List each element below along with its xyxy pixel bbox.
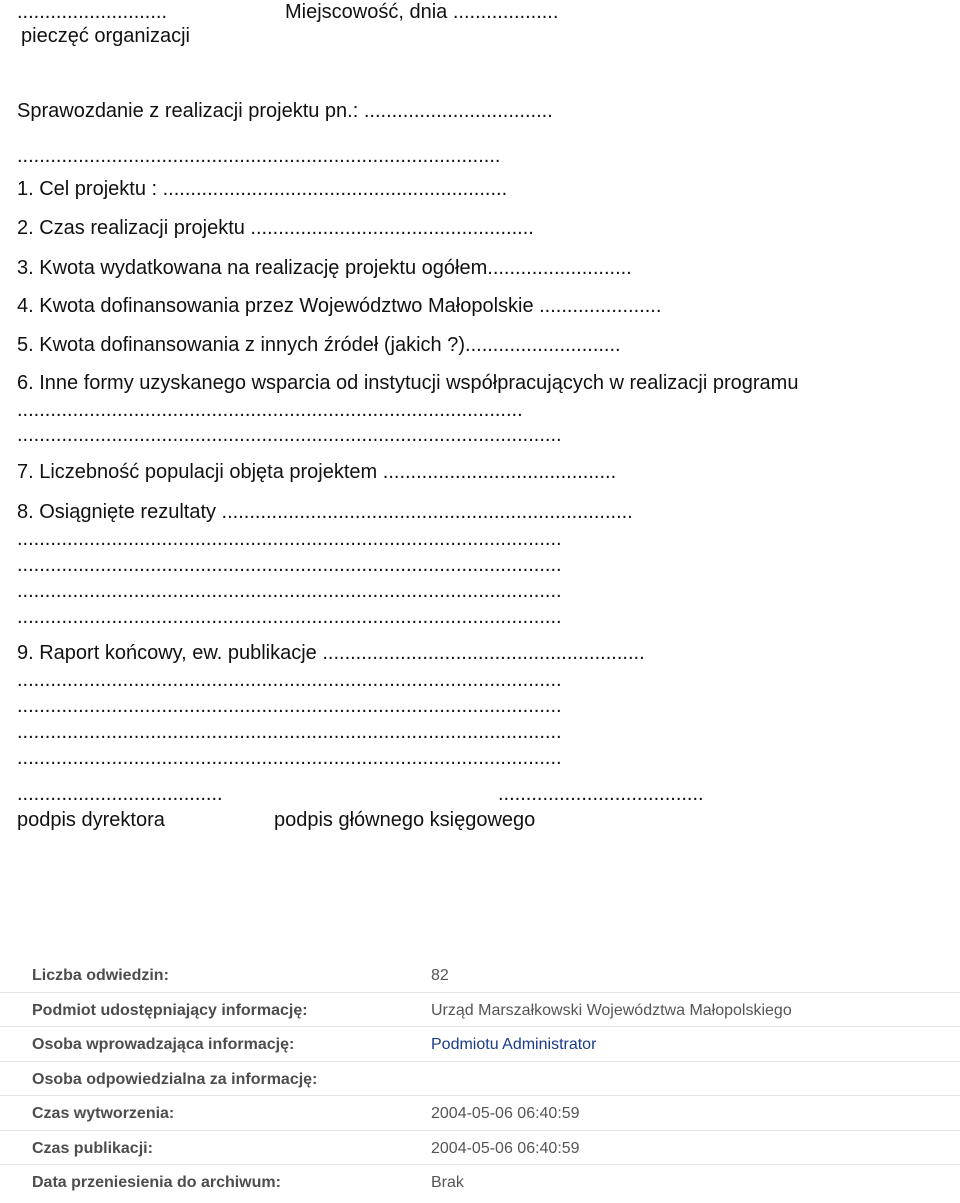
accountant-signature-label: podpis głównego księgowego bbox=[274, 809, 536, 831]
meta-row-created bbox=[0, 1096, 960, 1131]
item-5: 5. Kwota dofinansowania z innych źródeł (jakich ?)............................ bbox=[17, 334, 621, 356]
meta-label: Data przeniesienia do archiwum: bbox=[32, 1174, 281, 1191]
meta-label: Podmiot udostępniający informację: bbox=[32, 1001, 308, 1019]
stamp-dots: ........................... bbox=[17, 1, 168, 23]
meta-value: 82 bbox=[431, 967, 449, 984]
item-8-fill-2: .................................................................................................. bbox=[17, 554, 562, 576]
meta-row-entered-by bbox=[0, 1027, 960, 1062]
meta-value: 2004-05-06 06:40:59 bbox=[431, 1139, 580, 1157]
item-8-fill-3: .................................................................................................. bbox=[17, 580, 562, 602]
item-6-fill-1: ........................................................................................... bbox=[17, 399, 523, 421]
item-3: 3. Kwota wydatkowana na realizację projektu ogółem.......................... bbox=[17, 257, 632, 279]
meta-value: Urząd Marszałkowski Województwa Małopolskiego bbox=[431, 1001, 792, 1019]
item-8: 8. Osiągnięte rezultaty .......................................................................... bbox=[17, 501, 633, 523]
report-title: Sprawozdanie z realizacji projektu pn.: .................................. bbox=[17, 100, 553, 122]
item-8-fill-1: .................................................................................................. bbox=[17, 528, 562, 550]
meta-row-publisher bbox=[0, 993, 960, 1028]
item-9: 9. Raport końcowy, ew. publikacje .......................................................... bbox=[17, 642, 645, 664]
entered-by-link[interactable]: Podmiotu Administrator bbox=[431, 1036, 597, 1053]
meta-label: Czas publikacji: bbox=[32, 1139, 153, 1157]
meta-label: Liczba odwiedzin: bbox=[32, 967, 169, 984]
metadata-table bbox=[0, 958, 960, 1200]
item-9-fill-1: .................................................................................................. bbox=[17, 669, 562, 691]
item-1: 1. Cel projektu : .............................................................. bbox=[17, 178, 508, 200]
meta-value: 2004-05-06 06:40:59 bbox=[431, 1105, 580, 1122]
meta-label: Czas wytworzenia: bbox=[32, 1105, 175, 1122]
meta-row-archived bbox=[0, 1165, 960, 1200]
director-signature-label: podpis dyrektora bbox=[17, 809, 165, 831]
meta-value: Brak bbox=[431, 1174, 464, 1191]
meta-row-visits bbox=[0, 958, 960, 993]
report-title-continued: ....................................................................................... bbox=[17, 145, 501, 167]
item-7: 7. Liczebność populacji objęta projektem .......................................... bbox=[17, 461, 617, 483]
place-date-line: Miejscowość, dnia ................... bbox=[285, 1, 559, 23]
meta-row-responsible bbox=[0, 1062, 960, 1097]
item-9-fill-4: .................................................................................................. bbox=[17, 747, 562, 769]
director-signature-dots: ..................................... bbox=[17, 783, 223, 805]
item-4: 4. Kwota dofinansowania przez Województwo Małopolskie ...................... bbox=[17, 295, 662, 317]
accountant-signature-dots: ..................................... bbox=[498, 783, 704, 805]
item-6-fill-2: .................................................................................................. bbox=[17, 424, 562, 446]
meta-label: Osoba wprowadzająca informację: bbox=[32, 1036, 295, 1053]
item-8-fill-4: .................................................................................................. bbox=[17, 606, 562, 628]
item-6: 6. Inne formy uzyskanego wsparcia od instytucji współpracujących w realizacji programu bbox=[17, 372, 799, 394]
organization-stamp-label: pieczęć organizacji bbox=[21, 25, 190, 47]
meta-row-published bbox=[0, 1131, 960, 1166]
item-9-fill-2: .................................................................................................. bbox=[17, 695, 562, 717]
meta-label: Osoba odpowiedzialna za informację: bbox=[32, 1070, 318, 1088]
item-9-fill-3: .................................................................................................. bbox=[17, 721, 562, 743]
item-2: 2. Czas realizacji projektu ................................................... bbox=[17, 217, 534, 239]
